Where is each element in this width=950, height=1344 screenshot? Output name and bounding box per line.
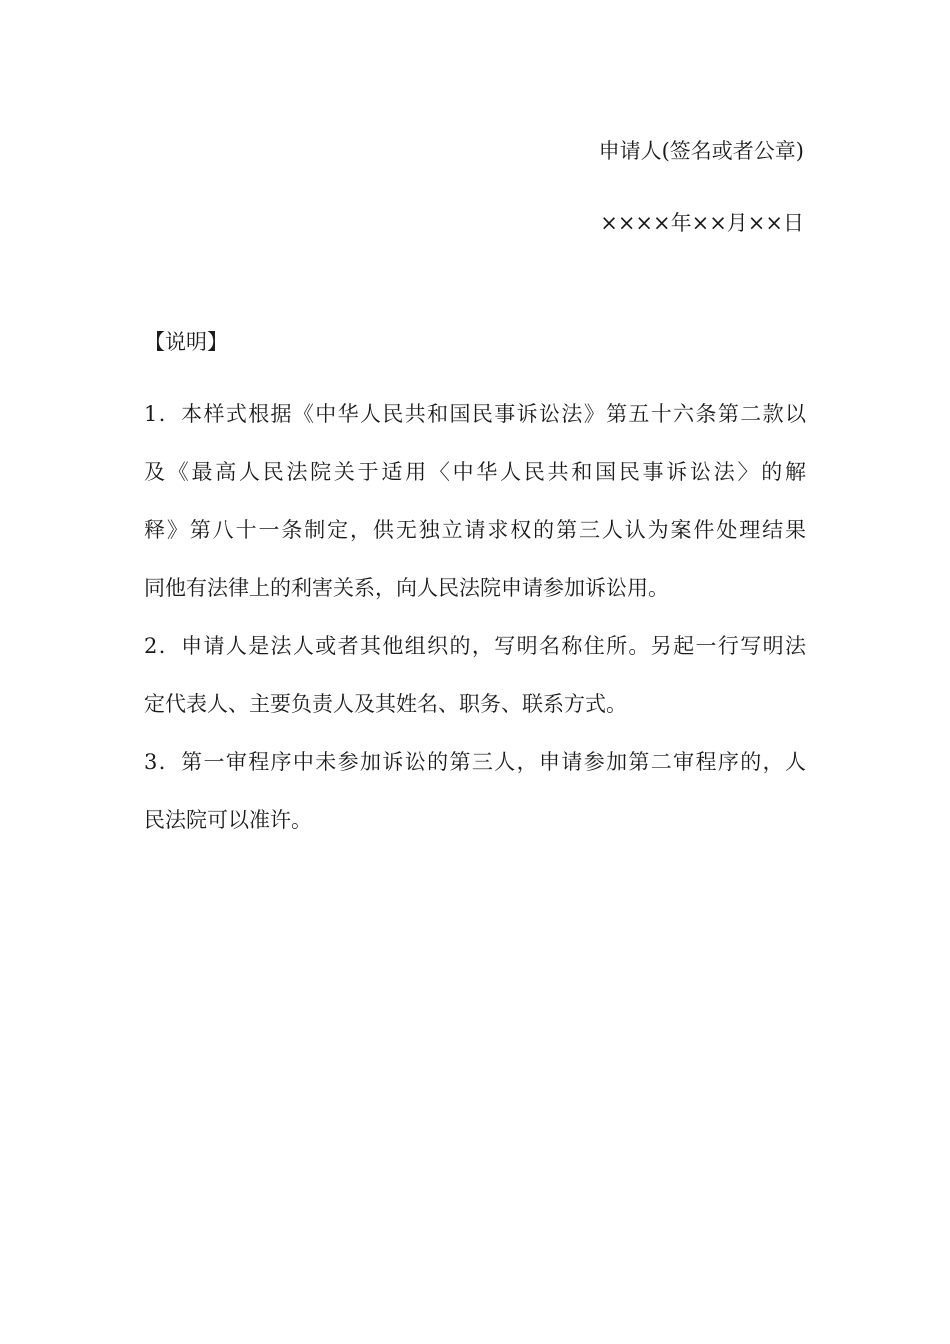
note-item-1	[144, 399, 806, 603]
notes-heading: 【说明】	[144, 330, 228, 354]
note-line: 3．第一审程序中未参加诉讼的第三人，申请参加第二审程序的，人	[144, 750, 806, 774]
signature-block	[599, 136, 804, 238]
note-line: 同他有法律上的利害关系，向人民法院申请参加诉讼用。	[144, 576, 669, 600]
note-line: 民法院可以准许。	[144, 808, 312, 832]
signature-date: ××××年××月××日	[600, 211, 804, 235]
note-line: 定代表人、主要负责人及其姓名、职务、联系方式。	[144, 692, 627, 716]
note-line: 2．申请人是法人或者其他组织的，写明名称住所。另起一行写明法	[144, 634, 806, 658]
notes-section	[144, 327, 806, 863]
note-line: 1．本样式根据《中华人民共和国民事诉讼法》第五十六条第二款以	[144, 402, 806, 426]
note-item-2	[144, 631, 806, 719]
note-line: 释》第八十一条制定，供无独立请求权的第三人认为案件处理结果	[144, 518, 806, 542]
note-item-3	[144, 747, 806, 835]
note-line: 及《最高人民法院关于适用〈中华人民共和国民事诉讼法〉的解	[144, 460, 806, 484]
applicant-signature-label: 申请人(签名或者公章)	[598, 139, 804, 163]
